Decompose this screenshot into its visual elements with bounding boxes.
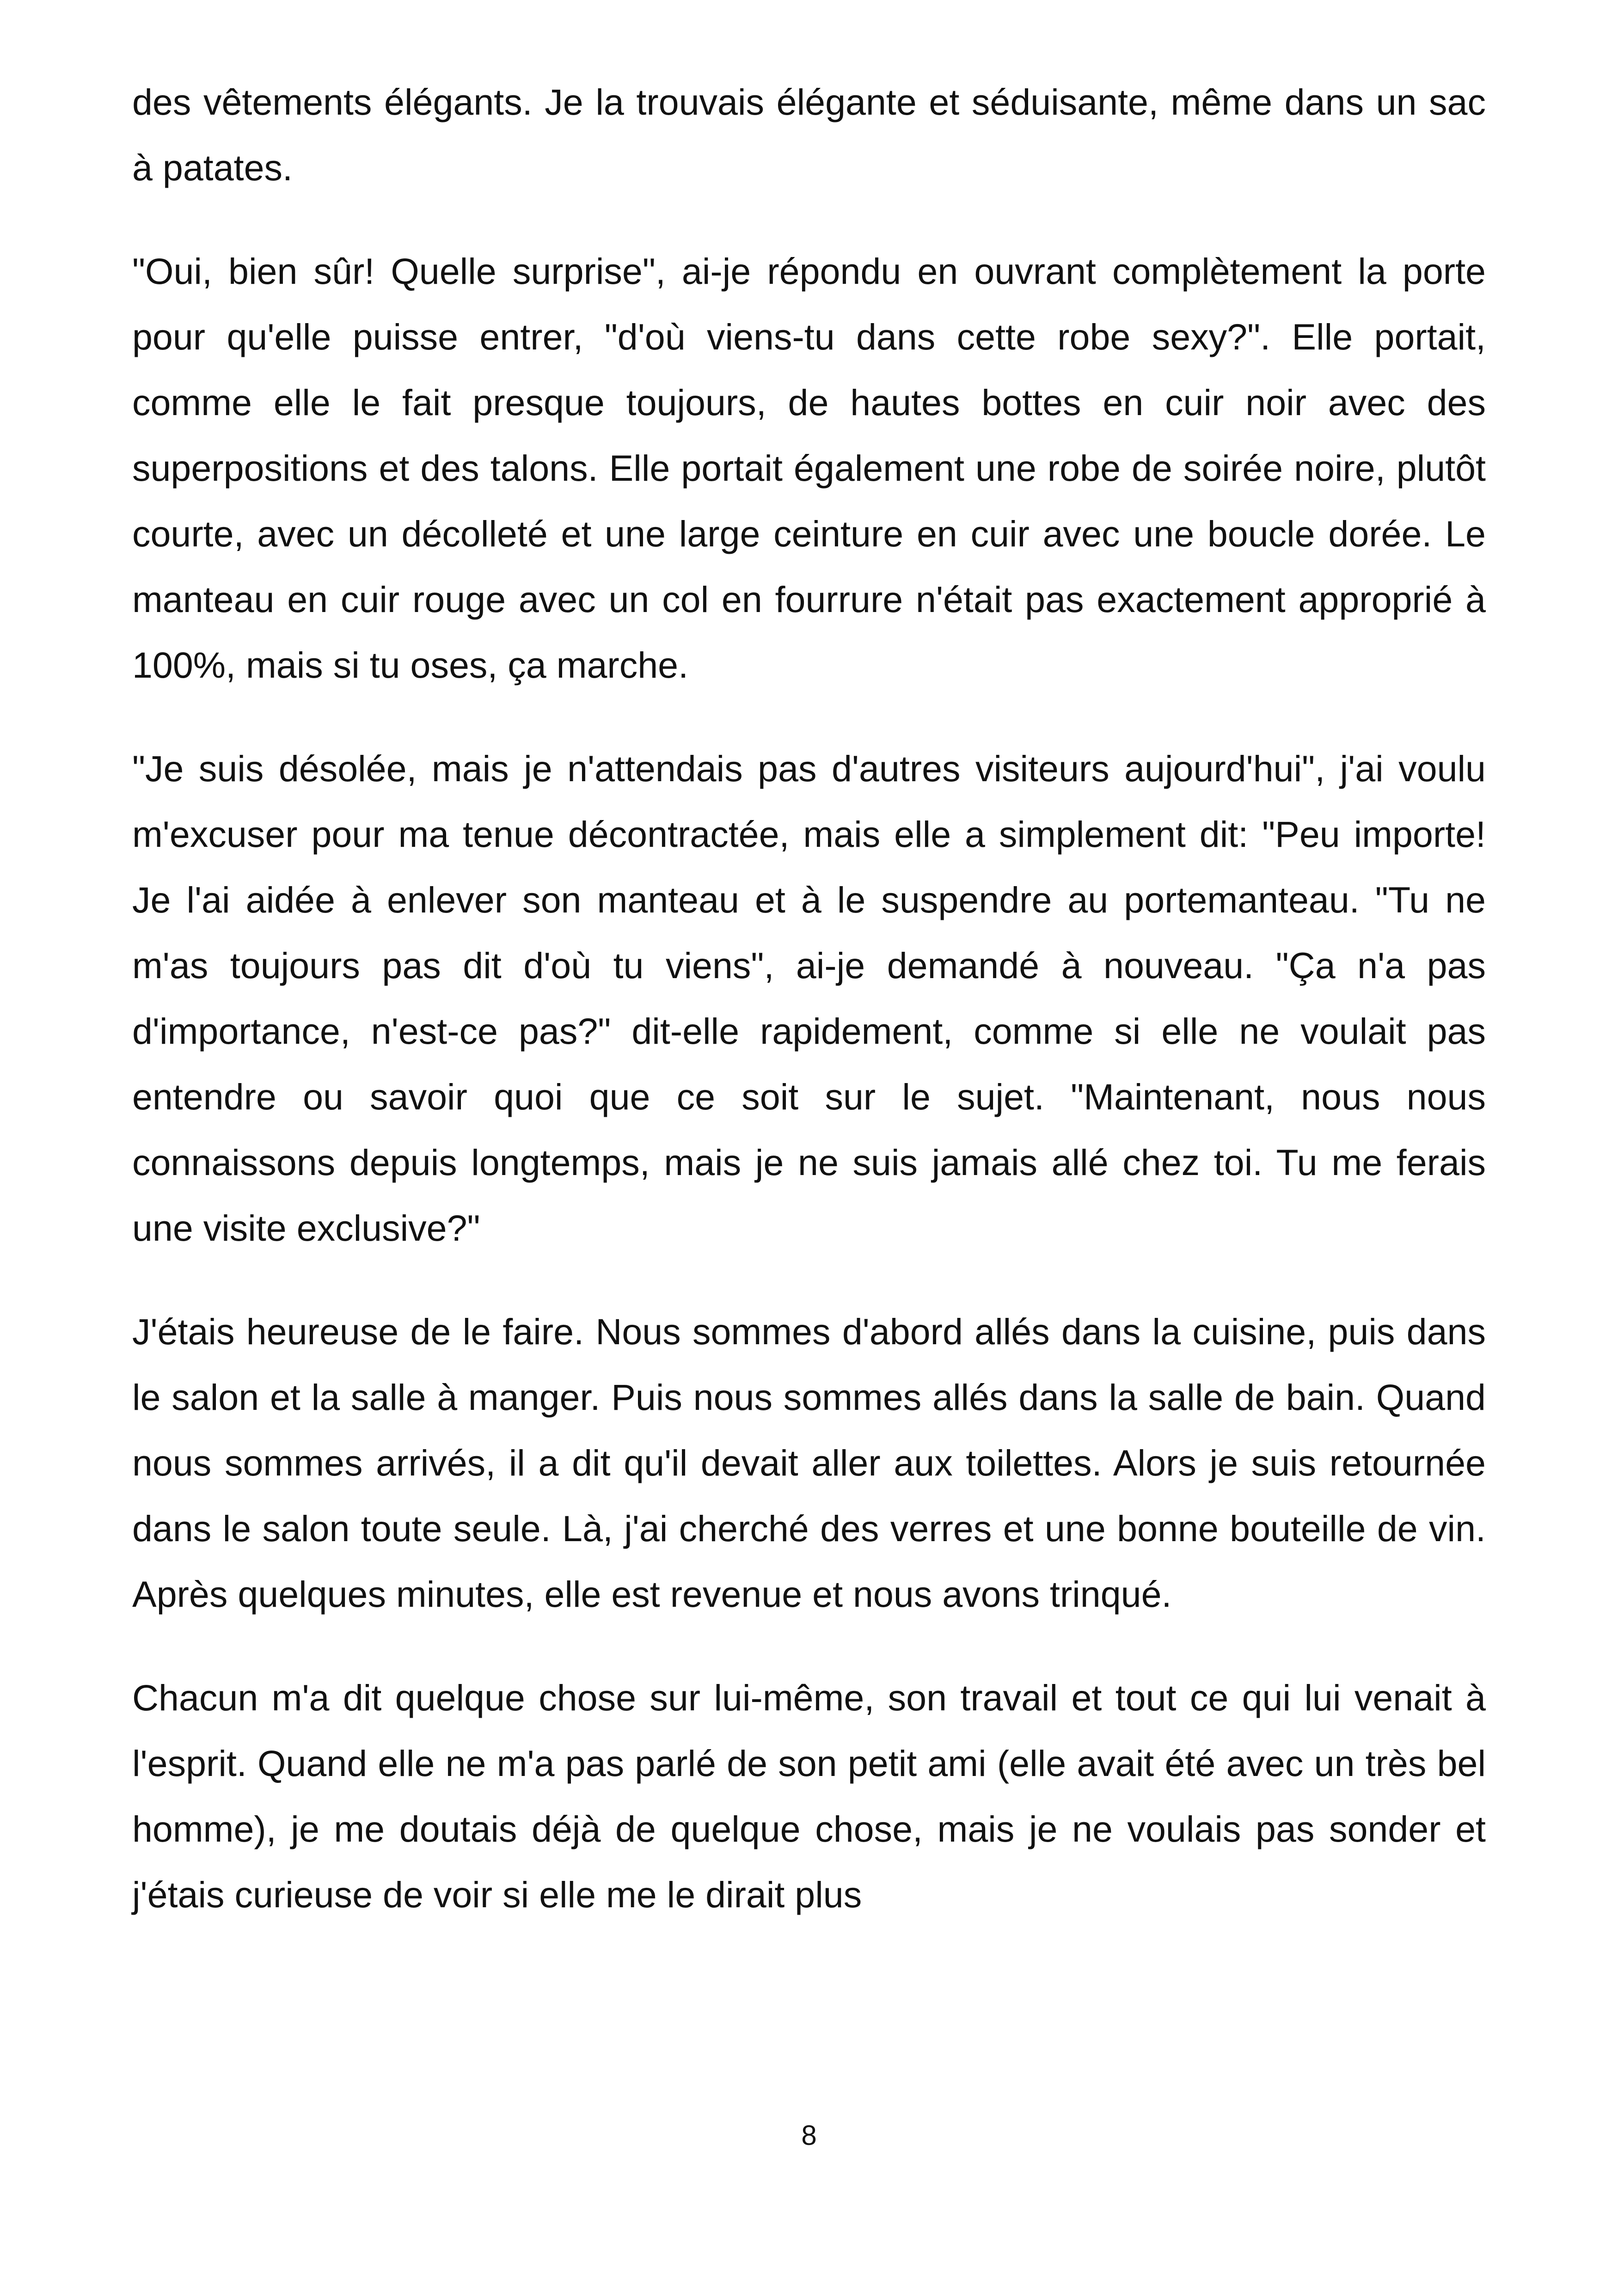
page-number: 8 bbox=[801, 2120, 817, 2151]
body-text bbox=[132, 69, 1486, 1965]
paragraph-2: "Oui, bien sûr! Quelle surprise", ai-je répondu en ouvrant complètement la porte pour qu'elle puisse entrer, "d'où viens-tu dans cette robe sexy?". Elle portait, comme elle le fait presque toujours, de hautes bottes en cuir noir avec des superpositions et des talons. Elle portait également une robe de soirée noire, plutôt courte, avec un décolleté et une large ceinture en cuir avec une boucle dorée. Le manteau en cuir rouge avec un col en fourrure n'était pas exactement approprié à 100%, mais si tu oses, ça marche. bbox=[132, 251, 1486, 686]
paragraph-4: J'étais heureuse de le faire. Nous sommes d'abord allés dans la cuisine, puis dans le salon et la salle à manger. Puis nous sommes allés dans la salle de bain. Quand nous sommes arrivés, il a dit qu'il devait aller aux toilettes. Alors je suis retournée dans le salon toute seule. Là, j'ai cherché des verres et une bonne bouteille de vin. Après quelques minutes, elle est revenue et nous avons trinqué. bbox=[132, 1311, 1486, 1615]
paragraph-1: des vêtements élégants. Je la trouvais élégante et séduisante, même dans un sac à patates. bbox=[132, 81, 1486, 188]
paragraph-3: "Je suis désolée, mais je n'attendais pas d'autres visiteurs aujourd'hui", j'ai voulu m'excuser pour ma tenue décontractée, mais elle a simplement dit: "Peu importe! Je l'ai aidée à enlever son manteau et à le suspendre au portemanteau. "Tu ne m'as toujours pas dit d'où tu viens", ai-je demandé à nouveau. "Ça n'a pas d'importance, n'est-ce pas?" dit-elle rapidement, comme si elle ne voulait pas entendre ou savoir quoi que ce soit sur le sujet. "Maintenant, nous nous connaissons depuis longtemps, mais je ne suis jamais allé chez toi. Tu me ferais une visite exclusive?" bbox=[132, 748, 1486, 1249]
paragraph-5: Chacun m'a dit quelque chose sur lui-même, son travail et tout ce qui lui venait à l'esprit. Quand elle ne m'a pas parlé de son petit ami (elle avait été avec un très bel homme), je me doutais déjà de quelque chose, mais je ne voulais pas sonder et j'étais curieuse de voir si elle me le dirait plus bbox=[132, 1677, 1486, 1915]
